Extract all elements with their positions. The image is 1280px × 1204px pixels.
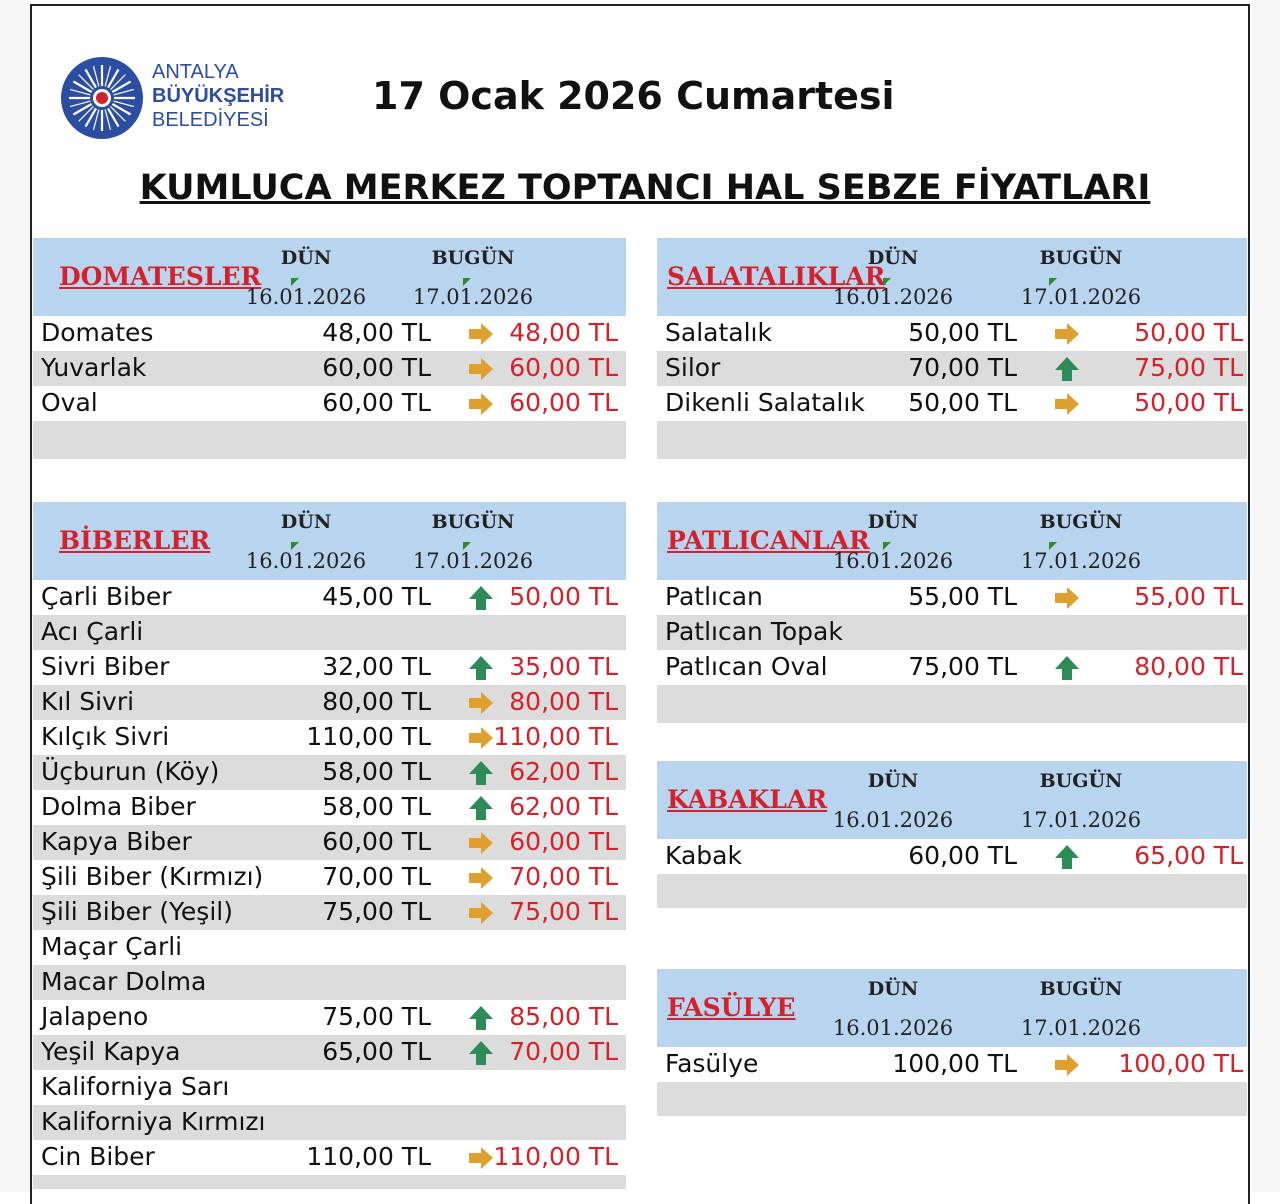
trend-indicator: [467, 900, 495, 926]
column-date-prev: 16.01.2026: [832, 808, 954, 832]
product-name: Macar Dolma: [41, 967, 207, 996]
table-row: [657, 650, 1247, 685]
price-today: 48,00 TL: [509, 318, 618, 347]
price-yesterday: 75,00 TL: [322, 897, 431, 926]
right-arrow-icon: [1053, 585, 1081, 611]
price-yesterday: 110,00 TL: [306, 1142, 431, 1171]
product-name: Yeşil Kapya: [41, 1037, 181, 1066]
column-header-curr: BUGÜN: [1039, 247, 1123, 269]
column-date-prev: 16.01.2026: [245, 285, 367, 309]
logo-line-1: ANTALYA: [152, 61, 239, 83]
price-yesterday: 75,00 TL: [322, 1002, 431, 1031]
column-header-prev: DÜN: [867, 247, 919, 269]
product-name: Dolma Biber: [41, 792, 196, 821]
table-row: [33, 825, 626, 860]
cell-marker-icon: [291, 278, 299, 286]
right-arrow-icon: [467, 725, 495, 751]
left-margin: [0, 0, 30, 1192]
municipality-logo: [60, 54, 320, 144]
product-name: Maçar Çarli: [41, 932, 183, 961]
up-arrow-icon: [467, 655, 495, 681]
column-date-prev: 16.01.2026: [832, 1016, 954, 1040]
section-header: [657, 238, 1247, 316]
price-yesterday: 60,00 TL: [908, 841, 1017, 870]
column-date-curr: 17.01.2026: [1020, 549, 1142, 573]
column-date-prev: 16.01.2026: [245, 549, 367, 573]
right-arrow-icon: [467, 391, 495, 417]
trend-indicator: [1053, 585, 1081, 611]
price-today: 110,00 TL: [493, 722, 618, 751]
product-name: Yuvarlak: [41, 353, 147, 382]
table-row: [33, 351, 626, 386]
table-row: [33, 316, 626, 351]
price-today: 70,00 TL: [509, 1037, 618, 1066]
table-row: [33, 1105, 626, 1140]
section-header: [33, 502, 626, 580]
column-date-curr: 17.01.2026: [1020, 1016, 1142, 1040]
empty-row: [657, 874, 1247, 908]
price-yesterday: 50,00 TL: [908, 388, 1017, 417]
product-name: Şili Biber (Kırmızı): [41, 862, 264, 891]
price-yesterday: 80,00 TL: [322, 687, 431, 716]
right-arrow-icon: [467, 1145, 495, 1171]
product-name: Fasülye: [665, 1049, 759, 1078]
price-today: 62,00 TL: [509, 757, 618, 786]
table-row: [33, 650, 626, 685]
table-row: [33, 930, 626, 965]
price-yesterday: 60,00 TL: [322, 827, 431, 856]
section-header: [657, 761, 1247, 839]
table-row: [33, 1070, 626, 1105]
cell-marker-icon: [883, 542, 891, 550]
section-domatesler: [33, 238, 626, 459]
cell-marker-icon: [291, 542, 299, 550]
table-row: [657, 839, 1247, 874]
product-name: Çarli Biber: [41, 582, 172, 611]
logo-text: [152, 60, 284, 132]
column-header-curr: BUGÜN: [1039, 511, 1123, 533]
column-date-curr: 17.01.2026: [412, 285, 534, 309]
product-name: Patlıcan Oval: [665, 652, 828, 681]
product-name: Oval: [41, 388, 98, 417]
right-margin: [1252, 0, 1280, 1192]
column-header-curr: BUGÜN: [431, 511, 515, 533]
section-fasulye: [657, 969, 1247, 1116]
empty-row: [33, 1175, 626, 1189]
column-date-prev: 16.01.2026: [832, 549, 954, 573]
price-today: 60,00 TL: [509, 353, 618, 382]
product-name: Şili Biber (Yeşil): [41, 897, 233, 926]
empty-row: [657, 1082, 1247, 1116]
column-header-curr: BUGÜN: [431, 247, 515, 269]
price-today: 50,00 TL: [1134, 318, 1243, 347]
section-biberler: [33, 502, 626, 1189]
price-today: 50,00 TL: [509, 582, 618, 611]
product-name: Kapya Biber: [41, 827, 192, 856]
price-yesterday: 32,00 TL: [322, 652, 431, 681]
sun-emblem-icon: [60, 56, 144, 140]
column-header-prev: DÜN: [867, 511, 919, 533]
price-today: 70,00 TL: [509, 862, 618, 891]
price-today: 75,00 TL: [1134, 353, 1243, 382]
section-title: PATLICANLAR: [667, 526, 870, 555]
section-header: [33, 238, 626, 316]
product-name: Salatalık: [665, 318, 772, 347]
up-arrow-icon: [1053, 844, 1081, 870]
right-arrow-icon: [1053, 1052, 1081, 1078]
column-header-curr: BUGÜN: [1039, 770, 1123, 792]
table-row: [33, 1140, 626, 1175]
right-arrow-icon: [467, 690, 495, 716]
empty-row: [657, 685, 1247, 723]
section-title: FASÜLYE: [667, 993, 796, 1022]
trend-indicator: [467, 391, 495, 417]
product-name: Kılçık Sivri: [41, 722, 170, 751]
section-patlicanlar: [657, 502, 1247, 723]
product-name: Cin Biber: [41, 1142, 155, 1171]
product-name: Jalapeno: [41, 1002, 149, 1031]
trend-indicator: [467, 321, 495, 347]
price-today: 35,00 TL: [509, 652, 618, 681]
section-kabaklar: [657, 761, 1247, 908]
trend-indicator: [467, 356, 495, 382]
up-arrow-icon: [467, 795, 495, 821]
product-name: Kaliforniya Sarı: [41, 1072, 230, 1101]
trend-indicator: [1053, 356, 1081, 382]
table-row: [33, 386, 626, 421]
page-title: KUMLUCA MERKEZ TOPTANCI HAL SEBZE FİYATLARI: [139, 168, 1151, 208]
trend-indicator: [1053, 844, 1081, 870]
price-today: 110,00 TL: [493, 1142, 618, 1171]
table-row: [657, 316, 1247, 351]
product-name: Dikenli Salatalık: [665, 388, 865, 417]
column-date-curr: 17.01.2026: [1020, 808, 1142, 832]
right-arrow-icon: [467, 830, 495, 856]
price-yesterday: 70,00 TL: [908, 353, 1017, 382]
price-yesterday: 60,00 TL: [322, 353, 431, 382]
table-row: [657, 580, 1247, 615]
table-row: [33, 1000, 626, 1035]
table-row: [657, 615, 1247, 650]
section-title: KABAKLAR: [667, 785, 828, 814]
column-header-prev: DÜN: [280, 511, 332, 533]
cell-marker-icon: [463, 278, 471, 286]
table-row: [33, 895, 626, 930]
up-arrow-icon: [1053, 655, 1081, 681]
table-row: [33, 685, 626, 720]
up-arrow-icon: [467, 1005, 495, 1031]
column-header-prev: DÜN: [280, 247, 332, 269]
trend-indicator: [467, 690, 495, 716]
table-row: [33, 965, 626, 1000]
price-yesterday: 45,00 TL: [322, 582, 431, 611]
product-name: Kabak: [665, 841, 742, 870]
price-yesterday: 58,00 TL: [322, 792, 431, 821]
product-name: Sivri Biber: [41, 652, 170, 681]
column-date-curr: 17.01.2026: [412, 549, 534, 573]
column-date-curr: 17.01.2026: [1020, 285, 1142, 309]
section-salataliklar: [657, 238, 1247, 459]
product-name: Kaliforniya Kırmızı: [41, 1107, 266, 1136]
price-today: 80,00 TL: [1134, 652, 1243, 681]
price-yesterday: 50,00 TL: [908, 318, 1017, 347]
right-arrow-icon: [467, 865, 495, 891]
price-today: 85,00 TL: [509, 1002, 618, 1031]
price-today: 80,00 TL: [509, 687, 618, 716]
section-title: BİBERLER: [59, 526, 211, 555]
column-date-prev: 16.01.2026: [832, 285, 954, 309]
price-yesterday: 60,00 TL: [322, 388, 431, 417]
price-today: 55,00 TL: [1134, 582, 1243, 611]
logo-line-2: BÜYÜKŞEHİR: [152, 85, 285, 107]
product-name: Patlıcan: [665, 582, 763, 611]
cell-marker-icon: [1049, 542, 1057, 550]
price-yesterday: 58,00 TL: [322, 757, 431, 786]
price-yesterday: 70,00 TL: [322, 862, 431, 891]
price-today: 65,00 TL: [1134, 841, 1243, 870]
table-row: [33, 580, 626, 615]
cell-marker-icon: [1049, 278, 1057, 286]
section-header: [657, 502, 1247, 580]
table-row: [33, 755, 626, 790]
price-today: 50,00 TL: [1134, 388, 1243, 417]
trend-indicator: [467, 585, 495, 611]
price-yesterday: 55,00 TL: [908, 582, 1017, 611]
table-row: [657, 386, 1247, 421]
trend-indicator: [467, 655, 495, 681]
trend-indicator: [467, 1145, 495, 1171]
section-title: SALATALIKLAR: [667, 262, 886, 291]
price-yesterday: 65,00 TL: [322, 1037, 431, 1066]
right-arrow-icon: [467, 321, 495, 347]
product-name: Kıl Sivri: [41, 687, 135, 716]
right-arrow-icon: [467, 356, 495, 382]
price-today: 62,00 TL: [509, 792, 618, 821]
price-today: 75,00 TL: [509, 897, 618, 926]
section-title: DOMATESLER: [59, 262, 262, 291]
trend-indicator: [467, 795, 495, 821]
trend-indicator: [467, 865, 495, 891]
price-today: 100,00 TL: [1118, 1049, 1243, 1078]
price-yesterday: 48,00 TL: [322, 318, 431, 347]
product-name: Patlıcan Topak: [665, 617, 843, 646]
logo-line-3: BELEDİYESİ: [152, 109, 269, 131]
price-yesterday: 75,00 TL: [908, 652, 1017, 681]
product-name: Domates: [41, 318, 154, 347]
cell-marker-icon: [463, 542, 471, 550]
table-row: [33, 615, 626, 650]
trend-indicator: [467, 1005, 495, 1031]
trend-indicator: [1053, 391, 1081, 417]
table-row: [657, 351, 1247, 386]
trend-indicator: [1053, 655, 1081, 681]
up-arrow-icon: [1053, 356, 1081, 382]
trend-indicator: [467, 725, 495, 751]
trend-indicator: [467, 760, 495, 786]
trend-indicator: [467, 830, 495, 856]
section-header: [657, 969, 1247, 1047]
empty-row: [33, 421, 626, 459]
table-row: [33, 860, 626, 895]
date-title: 17 Ocak 2026 Cumartesi: [372, 74, 895, 118]
column-header-prev: DÜN: [867, 978, 919, 1000]
table-row: [33, 1035, 626, 1070]
product-name: Silor: [665, 353, 721, 382]
up-arrow-icon: [467, 585, 495, 611]
trend-indicator: [1053, 1052, 1081, 1078]
empty-row: [657, 421, 1247, 459]
product-name: Üçburun (Köy): [41, 757, 220, 786]
right-arrow-icon: [467, 900, 495, 926]
cell-marker-icon: [883, 278, 891, 286]
column-header-curr: BUGÜN: [1039, 978, 1123, 1000]
price-yesterday: 100,00 TL: [892, 1049, 1017, 1078]
trend-indicator: [1053, 321, 1081, 347]
up-arrow-icon: [467, 760, 495, 786]
table-row: [33, 790, 626, 825]
table-row: [657, 1047, 1247, 1082]
up-arrow-icon: [467, 1040, 495, 1066]
table-row: [33, 720, 626, 755]
trend-indicator: [467, 1040, 495, 1066]
column-header-prev: DÜN: [867, 770, 919, 792]
price-yesterday: 110,00 TL: [306, 722, 431, 751]
price-today: 60,00 TL: [509, 388, 618, 417]
right-arrow-icon: [1053, 391, 1081, 417]
right-arrow-icon: [1053, 321, 1081, 347]
product-name: Acı Çarli: [41, 617, 144, 646]
price-today: 60,00 TL: [509, 827, 618, 856]
